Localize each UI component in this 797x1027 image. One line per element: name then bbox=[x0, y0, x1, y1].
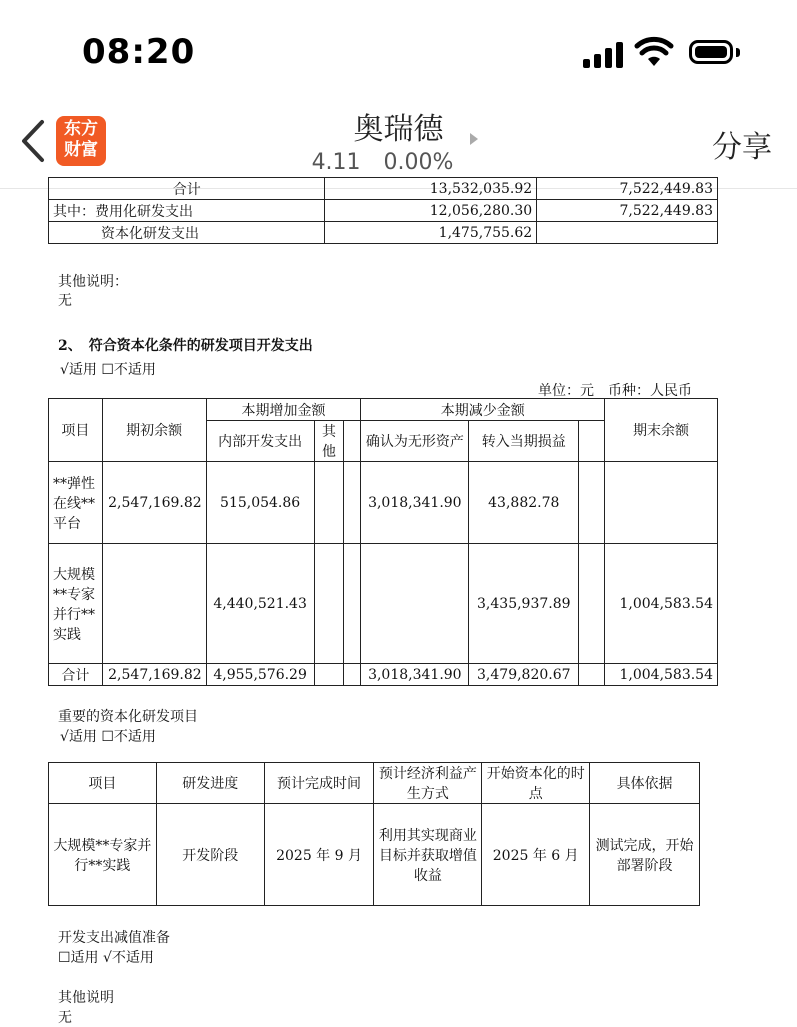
table-cell: **弹性在线**平台 bbox=[49, 462, 103, 544]
table-cell: 2,547,169.82 bbox=[102, 664, 206, 686]
table-cell: 3,018,341.90 bbox=[361, 664, 469, 686]
logo-line2: 财富 bbox=[64, 140, 98, 160]
table-cell: 资本化研发支出 bbox=[49, 222, 325, 244]
stock-change: 0.00% bbox=[383, 150, 454, 175]
important-project-table bbox=[48, 762, 700, 906]
header-decrease: 本期减少金额 bbox=[361, 399, 605, 421]
cellular-signal-icon bbox=[583, 40, 625, 68]
table-cell: 515,054.86 bbox=[206, 462, 314, 544]
table-cell bbox=[605, 462, 718, 544]
header-cell: 具体依据 bbox=[590, 763, 700, 804]
empty-cell bbox=[344, 421, 361, 462]
applicable-checkbox: √适用 ☐不适用 bbox=[60, 729, 156, 745]
table-cell: 合计 bbox=[49, 178, 325, 200]
table-cell: 4,955,576.29 bbox=[206, 664, 314, 686]
rd-expense-table bbox=[48, 177, 718, 244]
header-intangible: 确认为无形资产 bbox=[361, 421, 469, 462]
stock-price: 4.11 bbox=[311, 150, 361, 175]
header-to-pl: 转入当期损益 bbox=[469, 421, 579, 462]
table-cell: 测试完成，开始部署阶段 bbox=[590, 804, 700, 906]
table-cell: 1,004,583.54 bbox=[605, 664, 718, 686]
table-header-row bbox=[49, 399, 718, 421]
other-note-value: 无 bbox=[58, 1010, 72, 1026]
other-note-label: 其他说明 bbox=[58, 990, 114, 1006]
table-row bbox=[49, 804, 700, 906]
header-internal: 内部开发支出 bbox=[206, 421, 314, 462]
table-cell: 其中：费用化研发支出 bbox=[49, 200, 325, 222]
table-cell: 3,018,341.90 bbox=[361, 462, 469, 544]
table-row bbox=[49, 462, 718, 544]
table-cell: 13,532,035.92 bbox=[325, 178, 537, 200]
empty-cell bbox=[314, 462, 344, 544]
caret-right-icon[interactable] bbox=[470, 133, 478, 145]
document-page bbox=[0, 180, 797, 1026]
section-title: 2、 符合资本化条件的研发项目开发支出 bbox=[58, 338, 313, 354]
share-button[interactable]: 分享 bbox=[712, 130, 772, 165]
empty-cell bbox=[314, 664, 344, 686]
other-note-label: 其他说明： bbox=[58, 274, 128, 290]
table-cell: 利用其实现商业目标并获取增值收益 bbox=[374, 804, 482, 906]
header-end: 期末余额 bbox=[605, 399, 718, 462]
table-header-row bbox=[49, 763, 700, 804]
table-row bbox=[49, 544, 718, 664]
header-other: 其他 bbox=[314, 421, 344, 462]
stock-quote bbox=[0, 150, 765, 175]
capitalized-rd-table bbox=[48, 398, 718, 686]
header-begin: 期初余额 bbox=[102, 399, 206, 462]
applicable-checkbox: √适用 ☐不适用 bbox=[60, 362, 156, 378]
table-cell: 7,522,449.83 bbox=[537, 200, 718, 222]
status-bar bbox=[0, 0, 797, 100]
empty-cell bbox=[579, 664, 605, 686]
battery-tip bbox=[736, 48, 740, 57]
stock-name[interactable]: 奥瑞德 bbox=[353, 112, 444, 147]
logo-line1: 东方 bbox=[64, 119, 98, 139]
applicable-checkbox: ☐适用 √不适用 bbox=[58, 950, 154, 966]
header-cell: 预计经济利益产生方式 bbox=[374, 763, 482, 804]
empty-cell bbox=[579, 462, 605, 544]
table-total-row bbox=[49, 664, 718, 686]
unit-label: 单位：元 币种：人民币 bbox=[538, 383, 692, 399]
table-cell: 大规模**专家并行**实践 bbox=[49, 544, 103, 664]
other-note-value: 无 bbox=[58, 293, 72, 309]
table-row bbox=[49, 178, 718, 200]
table-cell: 1,475,755.62 bbox=[325, 222, 537, 244]
impairment-title: 开发支出减值准备 bbox=[58, 930, 170, 946]
table-cell: 2025 年 9 月 bbox=[264, 804, 374, 906]
empty-cell bbox=[314, 544, 344, 664]
empty-cell bbox=[344, 462, 361, 544]
status-time: 08:20 bbox=[82, 32, 196, 72]
empty-cell bbox=[344, 544, 361, 664]
table-cell: 7,522,449.83 bbox=[537, 178, 718, 200]
empty-cell bbox=[579, 421, 605, 462]
table-cell: 3,479,820.67 bbox=[469, 664, 579, 686]
table-cell bbox=[102, 544, 206, 664]
table-row bbox=[49, 200, 718, 222]
table-cell bbox=[361, 544, 469, 664]
header-cell: 研发进度 bbox=[156, 763, 264, 804]
header-increase: 本期增加金额 bbox=[206, 399, 361, 421]
table-cell: 2025 年 6 月 bbox=[482, 804, 590, 906]
wifi-icon bbox=[635, 36, 673, 68]
header-item: 项目 bbox=[49, 399, 103, 462]
table-cell bbox=[537, 222, 718, 244]
table-cell: 开发阶段 bbox=[156, 804, 264, 906]
battery-icon bbox=[689, 40, 733, 64]
table-cell: 4,440,521.43 bbox=[206, 544, 314, 664]
header-cell: 项目 bbox=[49, 763, 157, 804]
table-row bbox=[49, 222, 718, 244]
important-title: 重要的资本化研发项目 bbox=[58, 709, 198, 725]
table-cell: 3,435,937.89 bbox=[469, 544, 579, 664]
table-cell: 1,004,583.54 bbox=[605, 544, 718, 664]
empty-cell bbox=[579, 544, 605, 664]
header-cell: 预计完成时间 bbox=[264, 763, 374, 804]
table-cell: 12,056,280.30 bbox=[325, 200, 537, 222]
table-cell: 43,882.78 bbox=[469, 462, 579, 544]
header-cell: 开始资本化的时点 bbox=[482, 763, 590, 804]
empty-cell bbox=[344, 664, 361, 686]
nav-header bbox=[0, 100, 797, 189]
table-cell: 大规模**专家并行**实践 bbox=[49, 804, 157, 906]
table-cell: 2,547,169.82 bbox=[102, 462, 206, 544]
table-cell: 合计 bbox=[49, 664, 103, 686]
